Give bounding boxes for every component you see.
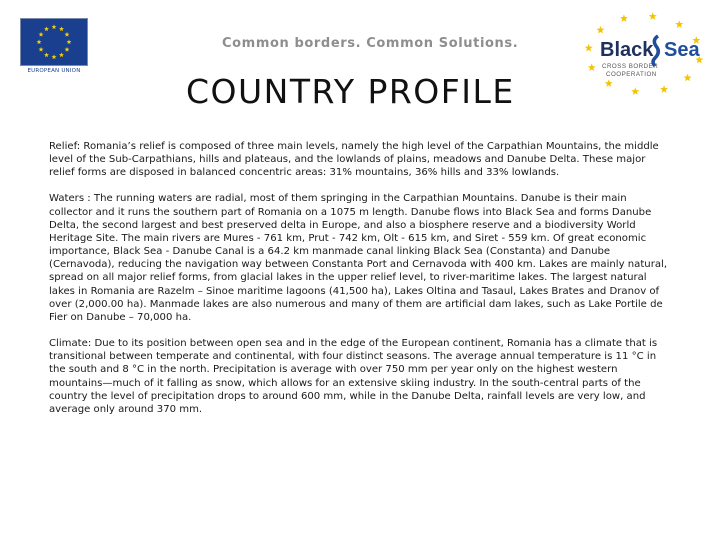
section-text: Romania’s relief is composed of three main levels, namely the high level of the Carpathian Mountains, the middle level of the Sub-Carpathians, hills and plateaus, and the lowlands of plains, meadows and Danube Delta. These major relief forms are disposed in balanced concentric areas: 31% mountains, 36% hills and 33% lowlands. [49,141,659,179]
seahorse-icon [653,36,658,66]
logo-word-sea: Sea [664,39,700,61]
section-climate [49,337,669,416]
bs-star-icon [660,85,668,93]
section-label: Climate: [49,338,92,350]
logo-sub-cross-border: CROSS BORDER [602,63,659,70]
profile-content [49,140,669,429]
bs-star-icon [631,87,639,95]
eu-logo [20,18,88,74]
page-title: COUNTRY PROFILE [186,72,515,111]
black-sea-cbc-logo [582,10,706,102]
slogan: Common borders. Common Solutions. [222,36,519,51]
bs-star-icon [596,26,604,34]
section-text: Due to its position between open sea and in the edge of the European continent, Romania has a climate that is transitional between temperate and continental, with four distinct seasons. The average annual temperature is 11 °C in the south and 8 °C in the north. Precipitation is average with over 750 mm per year only on the highest western mountains—much of it falling as snow, which allows for an extensive skiing industry. In the south-central parts of the country the level of precipitation drops to around 600 mm, while in the Danube Delta, rainfall levels are very low, and average only around 370 mm. [49,338,658,415]
bs-star-icon [675,20,683,28]
section-label: Waters : [49,193,91,205]
section-waters [49,192,669,324]
bs-star-icon [649,12,657,20]
bs-star-icon [620,14,628,22]
eu-flag-icon [20,18,88,66]
section-text: The running waters are radial, most of them springing in the Carpathian Mountains. Danube is their main collector and it runs the southern part of Romania on a 1075 m length. Danube flows into Black Sea and forms Danube Delta, the second largest and best preserved delta in Europe, and also a biosphere reserve and a biodiversity World Heritage Site. The main rivers are Mures - 761 km, Prut - 742 km, Olt - 615 km, and Siret - 559 km. Of great economic importance, Black Sea - Danube Canal is a 64.2 km manmade canal linking Black Sea (Constanta) and Danube (Cernavoda), reducing the navigation way between Constanta Port and Cernavoda with 400 km. Lakes are mainly natural, spread on all major relief forms, from glacial lakes in the upper relief level, to river-maritime lakes. The largest natural lakes in Romania are Razelm – Sinoe maritime lagoons (41,500 ha), Lakes Oltina and Tasaul, Lakes Brates and Dranov of over (2,000.00 ha). Manmade lakes are also numerous and many of them are artificial dam lakes, such as Lake Portile de Fier on Danube – 70,000 ha. [49,193,668,323]
logo-word-black: Black [600,39,654,61]
bs-star-icon [605,79,613,87]
eu-logo-caption: EUROPEAN UNION [27,68,81,74]
bs-star-icon [585,44,593,52]
section-label: Relief: [49,141,81,152]
section-relief [49,140,669,179]
logo-sub-cooperation: COOPERATION [606,71,657,78]
bs-star-icon [684,74,692,82]
bs-star-icon [588,63,596,71]
